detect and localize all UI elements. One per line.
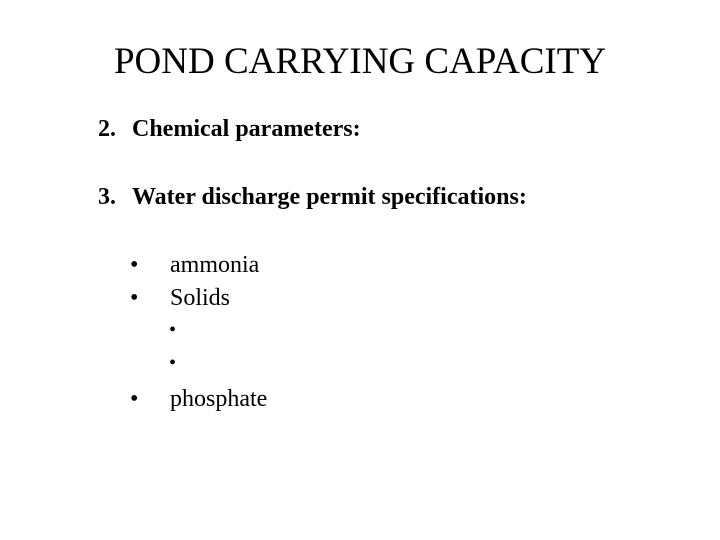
- bullet-item-ammonia: [130, 250, 259, 280]
- bullet-item-phosphate: [130, 384, 267, 414]
- sub-bullet-icon: •: [169, 352, 177, 374]
- bullet-item-solids: [130, 283, 230, 313]
- sub-bullet-empty-2: [169, 351, 176, 375]
- item-text: Water discharge permit specifications:: [132, 184, 527, 210]
- item-number: 2.: [98, 116, 116, 142]
- bullet-text: phosphate: [170, 386, 268, 412]
- sub-bullet-icon: •: [169, 319, 177, 341]
- numbered-item-chemical-parameters: [98, 114, 361, 144]
- slide-title: POND CARRYING CAPACITY: [113, 41, 607, 82]
- bullet-text: Solids: [170, 285, 231, 311]
- item-text: Chemical parameters:: [132, 116, 361, 142]
- bullet-icon: •: [130, 252, 139, 278]
- numbered-item-discharge-permit: [98, 182, 527, 212]
- bullet-icon: •: [130, 285, 139, 311]
- bullet-icon: •: [130, 386, 139, 412]
- item-number: 3.: [98, 184, 116, 210]
- sub-bullet-empty-1: [169, 318, 176, 342]
- bullet-text: ammonia: [170, 252, 260, 278]
